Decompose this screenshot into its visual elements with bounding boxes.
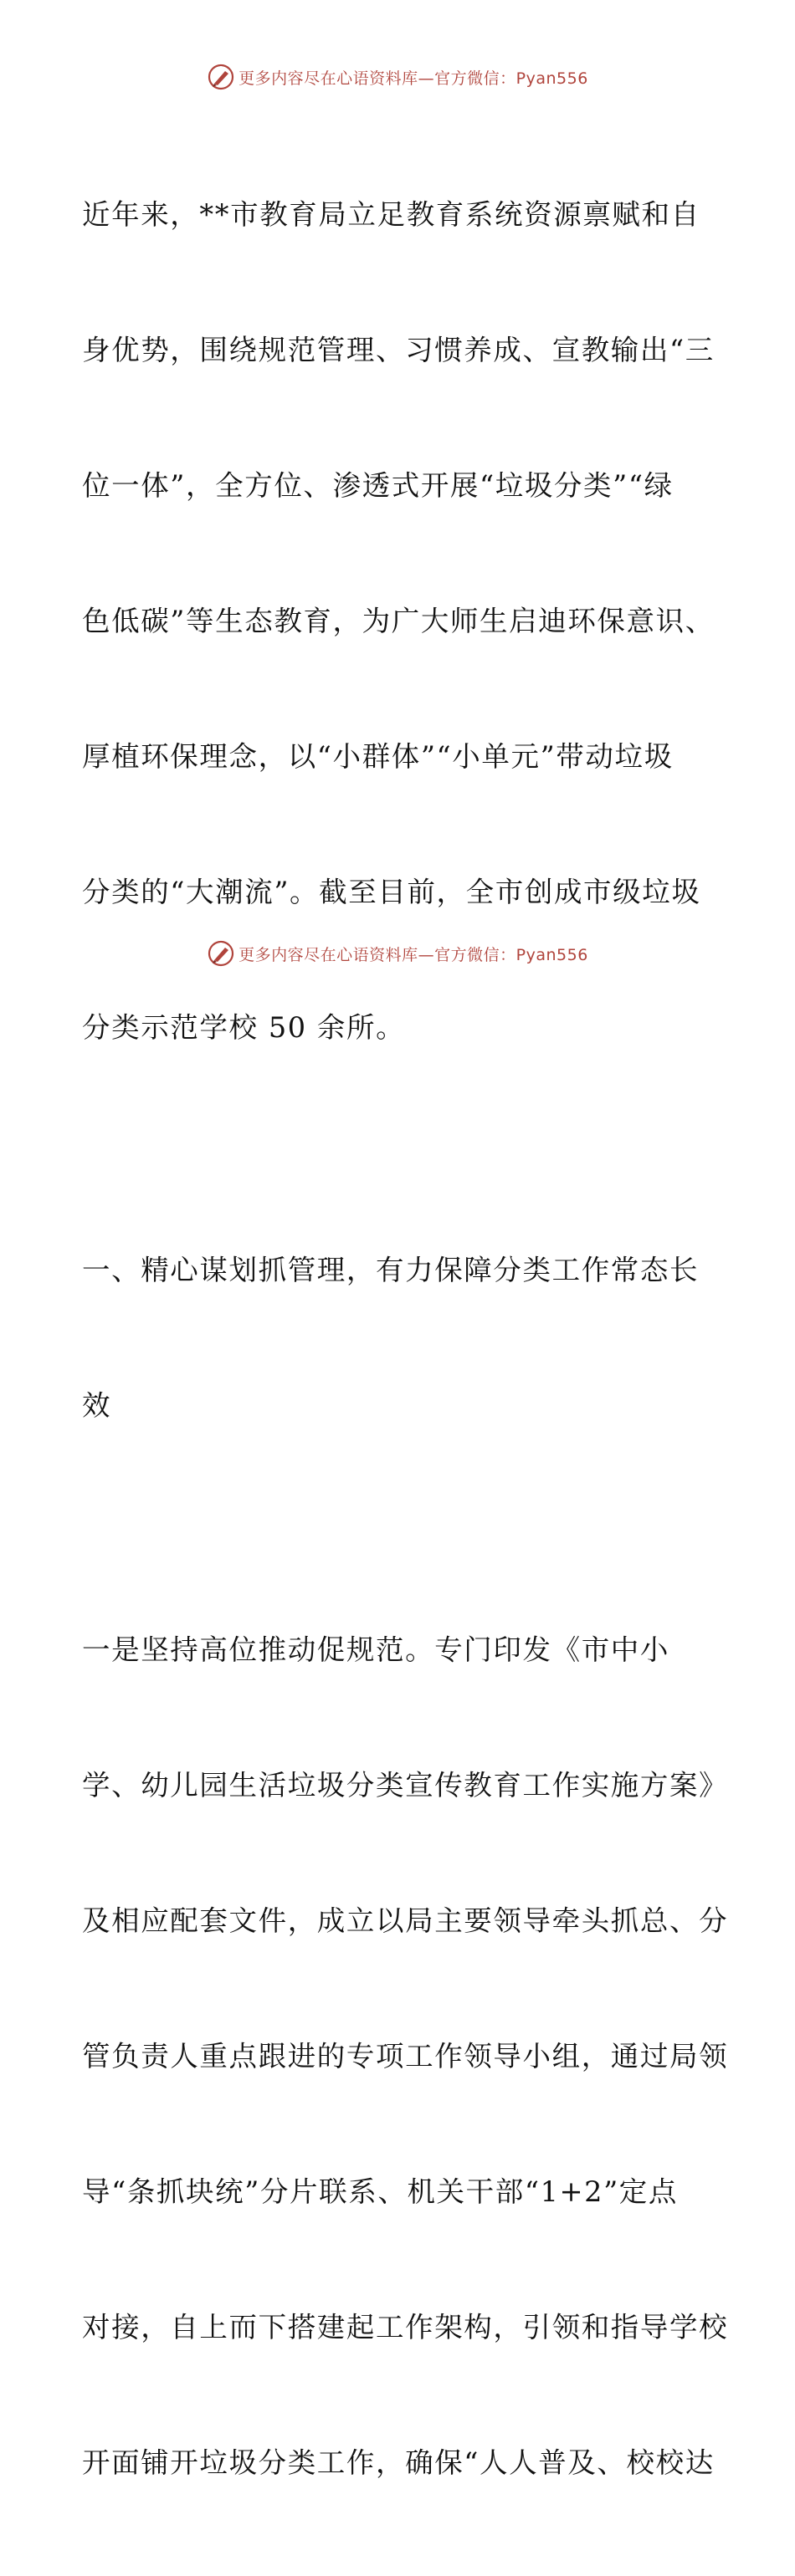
intro-line: 厚植环保理念，以“小群体”“小单元”带动垃圾 (82, 740, 674, 773)
point-line: 及相应配套文件，成立以局主要领导牵头抓总、分 (82, 1904, 729, 1937)
point-line: 开面铺开垃圾分类工作，确保“人人普及、校校达 (82, 2446, 715, 2479)
section-heading (82, 1158, 718, 1519)
point-line: 对接，自上而下搭建起工作架构，引领和指导学校 (82, 2311, 729, 2343)
header-banner-text: 更多内容尽在心语资料库—官方微信：Pyan556 (238, 69, 588, 88)
heading-line: 一、精心谋划抓管理，有力保障分类工作常态长 (82, 1254, 700, 1286)
document-body (82, 102, 729, 2576)
paragraph-spacer (82, 1519, 718, 1537)
header-banner (0, 60, 795, 94)
intro-paragraph (82, 102, 718, 1141)
intro-line: 分类的“大潮流”。截至目前，全市创成市级垃圾 (82, 876, 701, 908)
intro-line: 分类示范学校 50 余所。 (82, 1011, 406, 1044)
intro-line: 近年来，**市教育局立足教育系统资源禀赋和自 (82, 198, 700, 231)
point-one-paragraph (82, 1537, 729, 2576)
point-line: 导“条抓块统”分片联系、机关干部“1+2”定点 (82, 2175, 679, 2208)
intro-line: 身优势，围绕规范管理、习惯养成、宣教输出“三 (82, 334, 715, 366)
intro-line: 位一体”，全方位、渗透式开展“垃圾分类”“绿 (82, 469, 674, 502)
heading-line: 效 (82, 1389, 112, 1422)
footer-banner (0, 937, 795, 970)
paragraph-spacer (82, 1141, 718, 1158)
pen-logo-icon (207, 63, 235, 91)
point-line: 一是坚持高位推动促规范。专门印发《市中小 (82, 1633, 669, 1666)
pen-logo-icon (207, 939, 235, 968)
point-line: 学、幼儿园生活垃圾分类宣传教育工作实施方案》 (82, 1769, 729, 1802)
point-line: 管负责人重点跟进的专项工作领导小组，通过局领 (82, 2040, 729, 2073)
footer-banner-text: 更多内容尽在心语资料库—官方微信：Pyan556 (238, 945, 588, 964)
intro-line: 色低碳”等生态教育，为广大师生启迪环保意识、 (82, 605, 715, 637)
